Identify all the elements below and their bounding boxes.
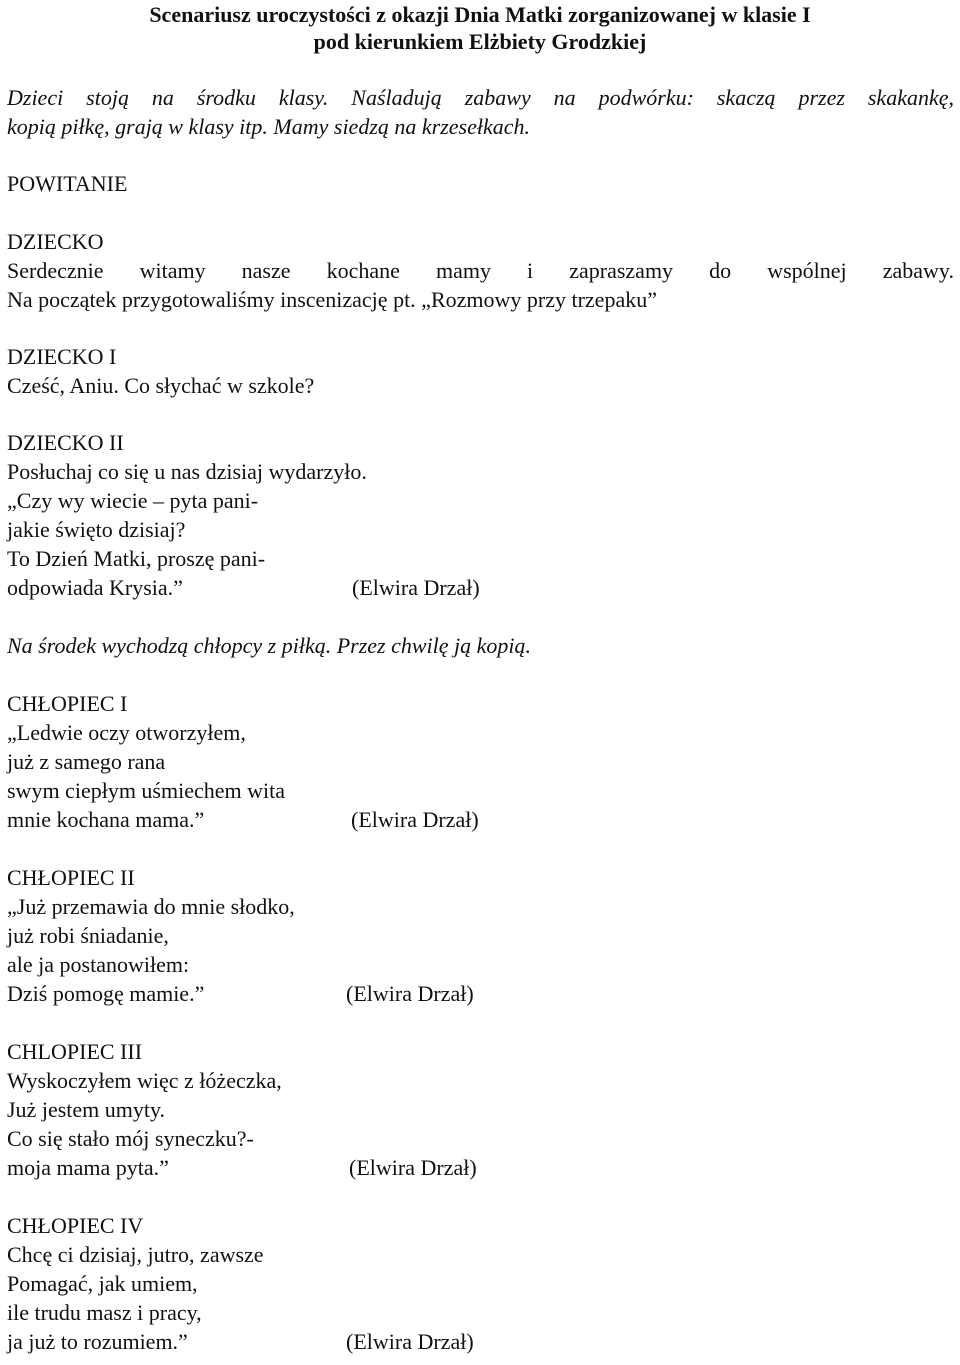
intro-line-1: Dzieci stoją na środku klasy. Naśladują zabawy na podwórku: skaczą przez skakankę, [7,85,954,110]
chlopiec-2-line-2: już robi śniadanie, [7,923,169,948]
document-title-line-1: Scenariusz uroczystości z okazji Dnia Matki zorganizowanej w klasie I [149,2,811,27]
dziecko-2-author: (Elwira Drzał) [352,575,480,600]
dziecko-2-line-4: To Dzień Matki, proszę pani- [7,546,266,571]
chlopiec-2-line-3: ale ja postanowiłem: [7,952,190,977]
chlopiec-2-author: (Elwira Drzał) [346,981,474,1006]
chlopiec-2-line-4: Dziś pomogę mamie.” [7,981,205,1006]
chlopiec-1-line-4: mnie kochana mama.” [7,807,205,832]
speaker-dziecko-1: DZIECKO I [7,344,117,369]
chlopiec-1-line-1: „Ledwie oczy otworzyłem, [7,720,246,745]
document-title-line-2: pod kierunkiem Elżbiety Grodzkiej [313,29,647,54]
chlopiec-4-line-4: ja już to rozumiem.” [7,1329,188,1354]
speaker-dziecko: DZIECKO [7,229,104,254]
dziecko-2-line-3: jakie święto dzisiaj? [7,517,186,542]
chlopiec-1-author: (Elwira Drzał) [351,807,479,832]
speaker-chlopiec-2: CHŁOPIEC II [7,865,135,890]
dziecko-1-line-1: Cześć, Aniu. Co słychać w szkole? [7,373,315,398]
chlopiec-3-line-2: Już jestem umyty. [7,1097,166,1122]
chlopiec-2-line-1: „Już przemawia do mnie słodko, [7,894,295,919]
dziecko-2-line-2: „Czy wy wiecie – pyta pani- [7,488,259,513]
speaker-chlopiec-1: CHŁOPIEC I [7,691,128,716]
intro-line-2: kopią piłkę, grają w klasy itp. Mamy siedzą na krzesełkach. [7,114,531,139]
chlopiec-4-line-2: Pomagać, jak umiem, [7,1271,198,1296]
dziecko-2-line-5: odpowiada Krysia.” [7,575,183,600]
stage-direction: Na środek wychodzą chłopcy z piłką. Przez chwilę ją kopią. [7,633,532,658]
chlopiec-4-author: (Elwira Drzał) [346,1329,474,1354]
chlopiec-3-line-3: Co się stało mój syneczku?- [7,1126,254,1151]
chlopiec-1-line-3: swym ciepłym uśmiechem wita [7,778,285,803]
speaker-chlopiec-4: CHŁOPIEC IV [7,1213,144,1238]
section-heading: POWITANIE [7,171,128,196]
dziecko-line-1: Serdecznie witamy nasze kochane mamy i zapraszamy do wspólnej zabawy. [7,258,954,283]
chlopiec-3-line-4: moja mama pyta.” [7,1155,169,1180]
chlopiec-4-line-1: Chcę ci dzisiaj, jutro, zawsze [7,1242,264,1267]
chlopiec-1-line-2: już z samego rana [7,749,166,774]
dziecko-line-2: Na początek przygotowaliśmy inscenizację pt. „Rozmowy przy trzepaku” [7,287,657,312]
speaker-chlopiec-3: CHLOPIEC III [7,1039,143,1064]
chlopiec-3-author: (Elwira Drzał) [349,1155,477,1180]
chlopiec-4-line-3: ile trudu masz i pracy, [7,1300,202,1325]
chlopiec-3-line-1: Wyskoczyłem więc z łóżeczka, [7,1068,282,1093]
speaker-dziecko-2: DZIECKO II [7,430,124,455]
dziecko-2-line-1: Posłuchaj co się u nas dzisiaj wydarzyło. [7,459,367,484]
